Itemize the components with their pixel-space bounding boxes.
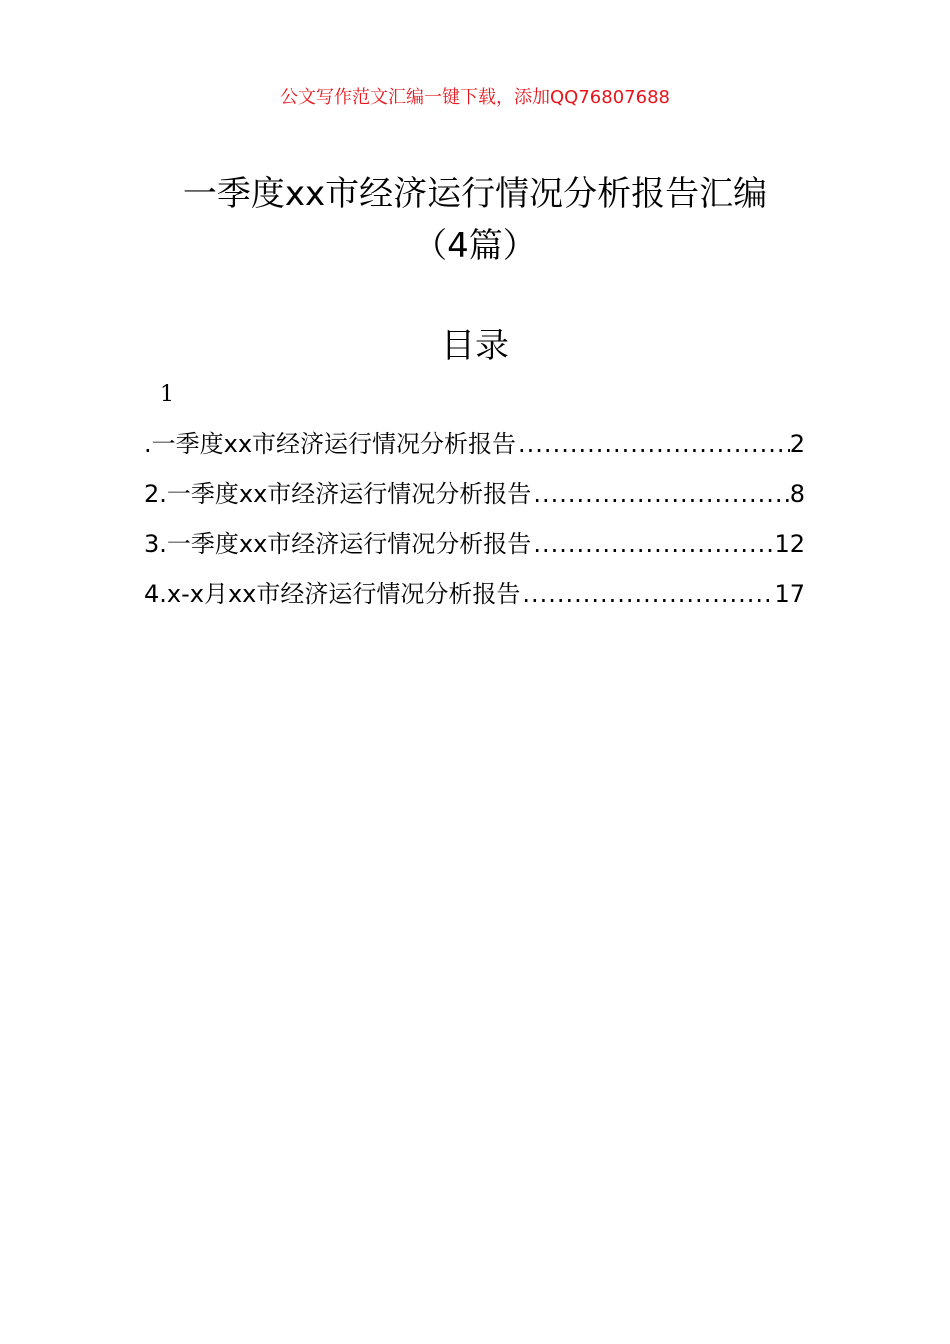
- toc-entry-page: 8: [789, 480, 805, 508]
- toc-entry-title: 2.一季度xx市经济运行情况分析报告: [144, 480, 532, 508]
- document-title: [0, 168, 950, 272]
- toc-entry-page: 12: [774, 530, 805, 558]
- toc-leader-dots: [531, 524, 774, 564]
- toc-heading: 目录: [441, 326, 509, 366]
- toc-stray-number: 1: [160, 382, 174, 407]
- toc-leader-dots: [516, 424, 790, 464]
- document-title-line-1: 一季度xx市经济运行情况分析报告汇编: [182, 174, 768, 214]
- toc-entry-title: 4.x-x月xx市经济运行情况分析报告: [144, 580, 521, 608]
- toc-leader-dots: [531, 474, 789, 514]
- toc-entry[interactable]: [144, 424, 805, 474]
- toc-entry[interactable]: [144, 574, 805, 624]
- toc-entry-page: 17: [774, 580, 805, 608]
- download-notice: 公文写作范文汇编一键下载，添加QQ76807688: [280, 87, 670, 108]
- toc-entry[interactable]: [144, 474, 805, 524]
- toc-entry-title: 3.一季度xx市经济运行情况分析报告: [144, 530, 532, 558]
- toc-entry-title: .一季度xx市经济运行情况分析报告: [144, 430, 517, 458]
- toc-entry-page: 2: [789, 430, 805, 458]
- toc-list: [144, 424, 805, 624]
- toc-entry[interactable]: [144, 524, 805, 574]
- toc-leader-dots: [520, 574, 774, 614]
- document-title-line-2: （4篇）: [413, 226, 537, 266]
